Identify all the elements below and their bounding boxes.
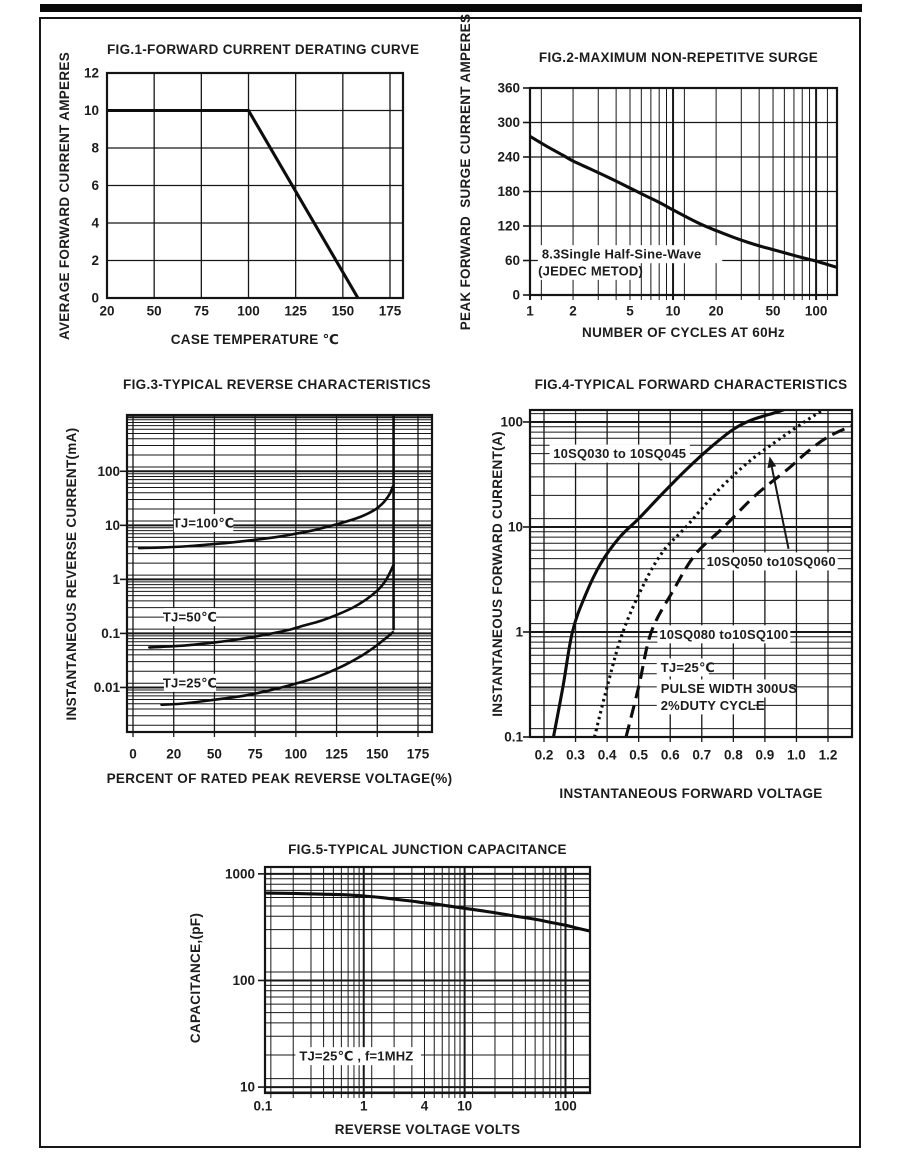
fig4-annotation-5: 2%DUTY CYCLE [660, 697, 765, 713]
fig3-x-tick-label: 100 [284, 746, 308, 762]
fig4-annotation-4: PULSE WIDTH 300US [660, 680, 798, 696]
fig3-y-tick-label: 10 [104, 517, 120, 533]
fig4-x-tick-label: 0.6 [660, 747, 680, 763]
fig4-x-tick-label: 1.0 [787, 747, 806, 763]
fig3-x-axis-title: PERCENT OF RATED PEAK REVERSE VOLTAGE(%) [106, 771, 453, 786]
fig1-y-tick-label: 8 [91, 140, 99, 156]
fig2-x-tick-label: 1 [526, 303, 534, 319]
fig1-y-tick-label: 10 [83, 103, 99, 118]
fig1-x-tick-label: 125 [284, 303, 307, 319]
fig2-x-tick-label: 50 [765, 303, 781, 319]
fig3-y-axis-title: INSTANTANEOUS REVERSE CURRENT(mA) [64, 427, 79, 721]
fig4-annotation-0: 10SQ030 to 10SQ045 [553, 446, 687, 462]
fig5-y-tick-label: 1000 [224, 866, 255, 882]
fig1-x-tick-label: 50 [146, 303, 162, 319]
fig2-y-tick-label: 180 [497, 184, 520, 199]
fig1-y-axis-title: AVERAGE FORWARD CURRENT AMPERES [57, 51, 72, 341]
fig3-plot [94, 415, 432, 762]
fig4-x-tick-label: 0.4 [597, 747, 617, 763]
fig1-derating-curve [107, 111, 358, 299]
fig5-annotation-0: TJ=25℃ , f=1MHZ [299, 1048, 414, 1064]
fig1-x-tick-label: 20 [99, 303, 115, 319]
fig3-x-tick-label: 150 [366, 746, 389, 762]
fig5-plot [225, 866, 590, 1113]
fig3-x-tick-label: 0 [129, 746, 137, 762]
fig4-plot [500, 409, 852, 763]
fig4-y-tick-label: 1 [515, 624, 523, 640]
fig4-x-axis-title: INSTANTANEOUS FORWARD VOLTAGE [559, 786, 823, 801]
fig4-x-tick-label: 0.9 [755, 747, 775, 763]
fig4-annotation-3: TJ=25℃ [660, 659, 715, 675]
fig4-x-tick-label: 0.2 [534, 747, 554, 763]
fig4-x-tick-label: 0.7 [692, 747, 712, 763]
fig2-y-tick-label: 360 [497, 80, 520, 96]
fig5-title: FIG.5-TYPICAL JUNCTION CAPACITANCE [288, 842, 567, 857]
fig4-x-tick-label: 0.5 [629, 747, 649, 763]
fig1-x-tick-label: 100 [237, 303, 260, 319]
fig5-x-tick-label: 10 [457, 1098, 473, 1114]
fig2-annotation-1: (JEDEC METOD) [538, 263, 644, 279]
fig5-y-axis-title: CAPACITANCE,(pF) [188, 912, 203, 1044]
fig5-capacitance-curve [267, 893, 589, 931]
fig4-annotation-2: 10SQ080 to10SQ100 [659, 626, 789, 642]
fig1-plot [84, 66, 403, 319]
fig1-y-tick-label: 12 [83, 65, 99, 81]
fig2-y-tick-label: 0 [512, 287, 520, 303]
fig3-x-tick-label: 20 [166, 746, 182, 762]
fig2-x-tick-label: 100 [804, 303, 828, 319]
fig4-annotation-arrowhead [767, 456, 776, 468]
fig5-x-tick-label: 0.1 [253, 1098, 273, 1114]
fig3-tj-50c-curve [149, 565, 393, 648]
fig5-y-tick-label: 10 [239, 1079, 255, 1095]
fig3-annotation-0: TJ=100℃ [172, 515, 235, 531]
fig1-y-tick-label: 6 [91, 178, 99, 193]
fig4-y-tick-label: 0.1 [504, 729, 523, 745]
fig2-plot [497, 81, 837, 319]
fig3-annotation-2: TJ=25℃ [162, 675, 218, 691]
fig4-x-tick-label: 0.3 [566, 747, 585, 763]
fig3-y-tick-label: 0.01 [93, 679, 120, 695]
fig1-x-tick-label: 75 [193, 303, 209, 319]
fig4-y-axis-title: INSTANTANEOUS FORWARD CURRENT(A) [490, 431, 505, 717]
fig3-x-tick-label: 125 [325, 746, 348, 762]
fig2-x-tick-label: 5 [626, 303, 634, 319]
fig2-y-tick-label: 300 [497, 115, 520, 130]
fig3-annotation-1: TJ=50℃ [162, 609, 218, 625]
fig1-y-tick-label: 2 [91, 253, 99, 268]
fig5-annotations [295, 1047, 421, 1065]
fig3-title: FIG.3-TYPICAL REVERSE CHARACTERISTICS [123, 377, 431, 392]
fig3-y-tick-label: 100 [97, 463, 120, 479]
fig1-title: FIG.1-FORWARD CURRENT DERATING CURVE [107, 42, 420, 57]
fig4-annotation-1: 10SQ050 to10SQ060 [706, 553, 836, 569]
fig2-x-tick-label: 10 [665, 303, 681, 319]
fig1-y-tick-label: 4 [91, 215, 99, 231]
fig2-annotation-0: 8.3Single Half-Sine-Wave [541, 246, 702, 262]
fig1-x-tick-label: 175 [378, 303, 402, 319]
fig1-x-axis-title: CASE TEMPERATURE ℃ [170, 332, 340, 347]
fig4-y-tick-label: 10 [507, 519, 523, 535]
fig5-x-tick-label: 100 [554, 1098, 577, 1114]
fig5-x-tick-label: 1 [359, 1098, 368, 1114]
fig3-x-tick-label: 50 [206, 746, 222, 762]
fig4-annotation-arrow-line [772, 467, 789, 549]
fig2-y-tick-label: 240 [497, 149, 520, 165]
fig3-y-tick-label: 0.1 [101, 625, 120, 641]
fig5-x-axis-title: REVERSE VOLTAGE VOLTS [334, 1122, 521, 1137]
fig3-x-tick-label: 175 [406, 746, 430, 762]
fig3-x-tick-label: 75 [247, 746, 263, 762]
fig5-y-tick-label: 100 [232, 972, 255, 988]
fig4-y-tick-label: 100 [500, 414, 523, 430]
fig1-x-tick-label: 150 [331, 303, 355, 319]
fig2-x-tick-label: 20 [708, 303, 724, 319]
fig4-title: FIG.4-TYPICAL FORWARD CHARACTERISTICS [534, 377, 848, 392]
fig5-x-tick-label: 4 [420, 1098, 429, 1114]
fig1-y-tick-label: 0 [91, 290, 99, 306]
fig3-y-tick-label: 1 [112, 571, 120, 587]
fig2-y-tick-label: 60 [504, 253, 520, 268]
fig2-annotations [534, 245, 722, 280]
fig2-x-axis-title: NUMBER OF CYCLES AT 60Hz [582, 325, 785, 340]
fig2-y-tick-label: 120 [497, 218, 520, 234]
fig2-title: FIG.2-MAXIMUM NON-REPETITVE SURGE [538, 50, 819, 65]
fig4-x-tick-label: 1.2 [818, 747, 838, 763]
fig2-x-tick-label: 2 [569, 303, 577, 319]
fig4-x-tick-label: 0.8 [723, 747, 743, 763]
fig2-y-axis-title: PEAK FORWARD SURGE CURRENT AMPERES [458, 13, 473, 331]
